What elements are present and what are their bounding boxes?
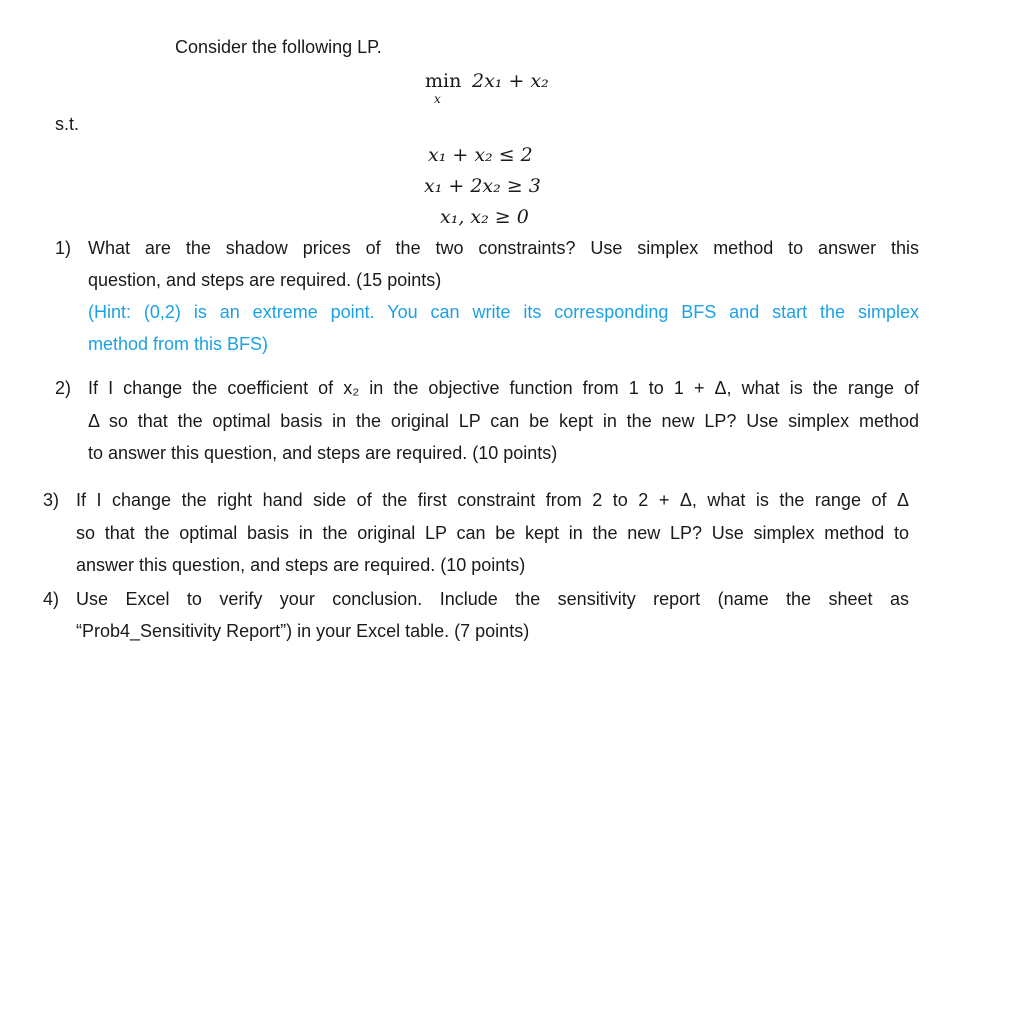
constraint-2: x₁ + 2x₂ ≥ 3 [424, 175, 541, 197]
question-line: Use Excel to verify your conclusion. Include the sensitivity report (name the sheet as [76, 589, 909, 609]
question-line: What are the shadow prices of the two constraints? Use simplex method to answer this [88, 238, 919, 258]
question-number: 3) [43, 490, 60, 510]
objective-subscript-var: x [434, 92, 441, 106]
question-number: 1) [55, 238, 72, 258]
intro-text: Consider the following LP. [175, 37, 382, 57]
question-line: Δ so that the optimal basis in the original LP can be kept in the new LP? Use simplex method [88, 411, 919, 431]
question-number: 2) [55, 378, 72, 398]
question-line: If I change the coefficient of x₂ in the objective function from 1 to 1 + Δ, what is the range of [88, 378, 919, 398]
constraint-nonneg: x₁, x₂ ≥ 0 [440, 206, 529, 228]
question-line: answer this question, and steps are required. (10 points) [76, 555, 526, 575]
objective-operator: min [425, 70, 462, 92]
question-line: question, and steps are required. (15 points) [88, 270, 442, 290]
question-line: If I change the right hand side of the first constraint from 2 to 2 + Δ, what is the range of Δ [76, 490, 909, 510]
objective-expression: 2x₁ + x₂ [472, 70, 549, 92]
constraint-1: x₁ + x₂ ≤ 2 [428, 144, 533, 166]
hint-line: (Hint: (0,2) is an extreme point. You can write its corresponding BFS and start the simplex [88, 302, 919, 322]
question-number: 4) [43, 589, 60, 609]
question-line: “Prob4_Sensitivity Report”) in your Excel table. (7 points) [76, 621, 530, 641]
question-line: so that the optimal basis in the original LP can be kept in the new LP? Use simplex method to [76, 523, 909, 543]
question-line: to answer this question, and steps are required. (10 points) [88, 443, 558, 463]
st-label: s.t. [55, 114, 80, 134]
hint-line: method from this BFS) [88, 334, 269, 354]
